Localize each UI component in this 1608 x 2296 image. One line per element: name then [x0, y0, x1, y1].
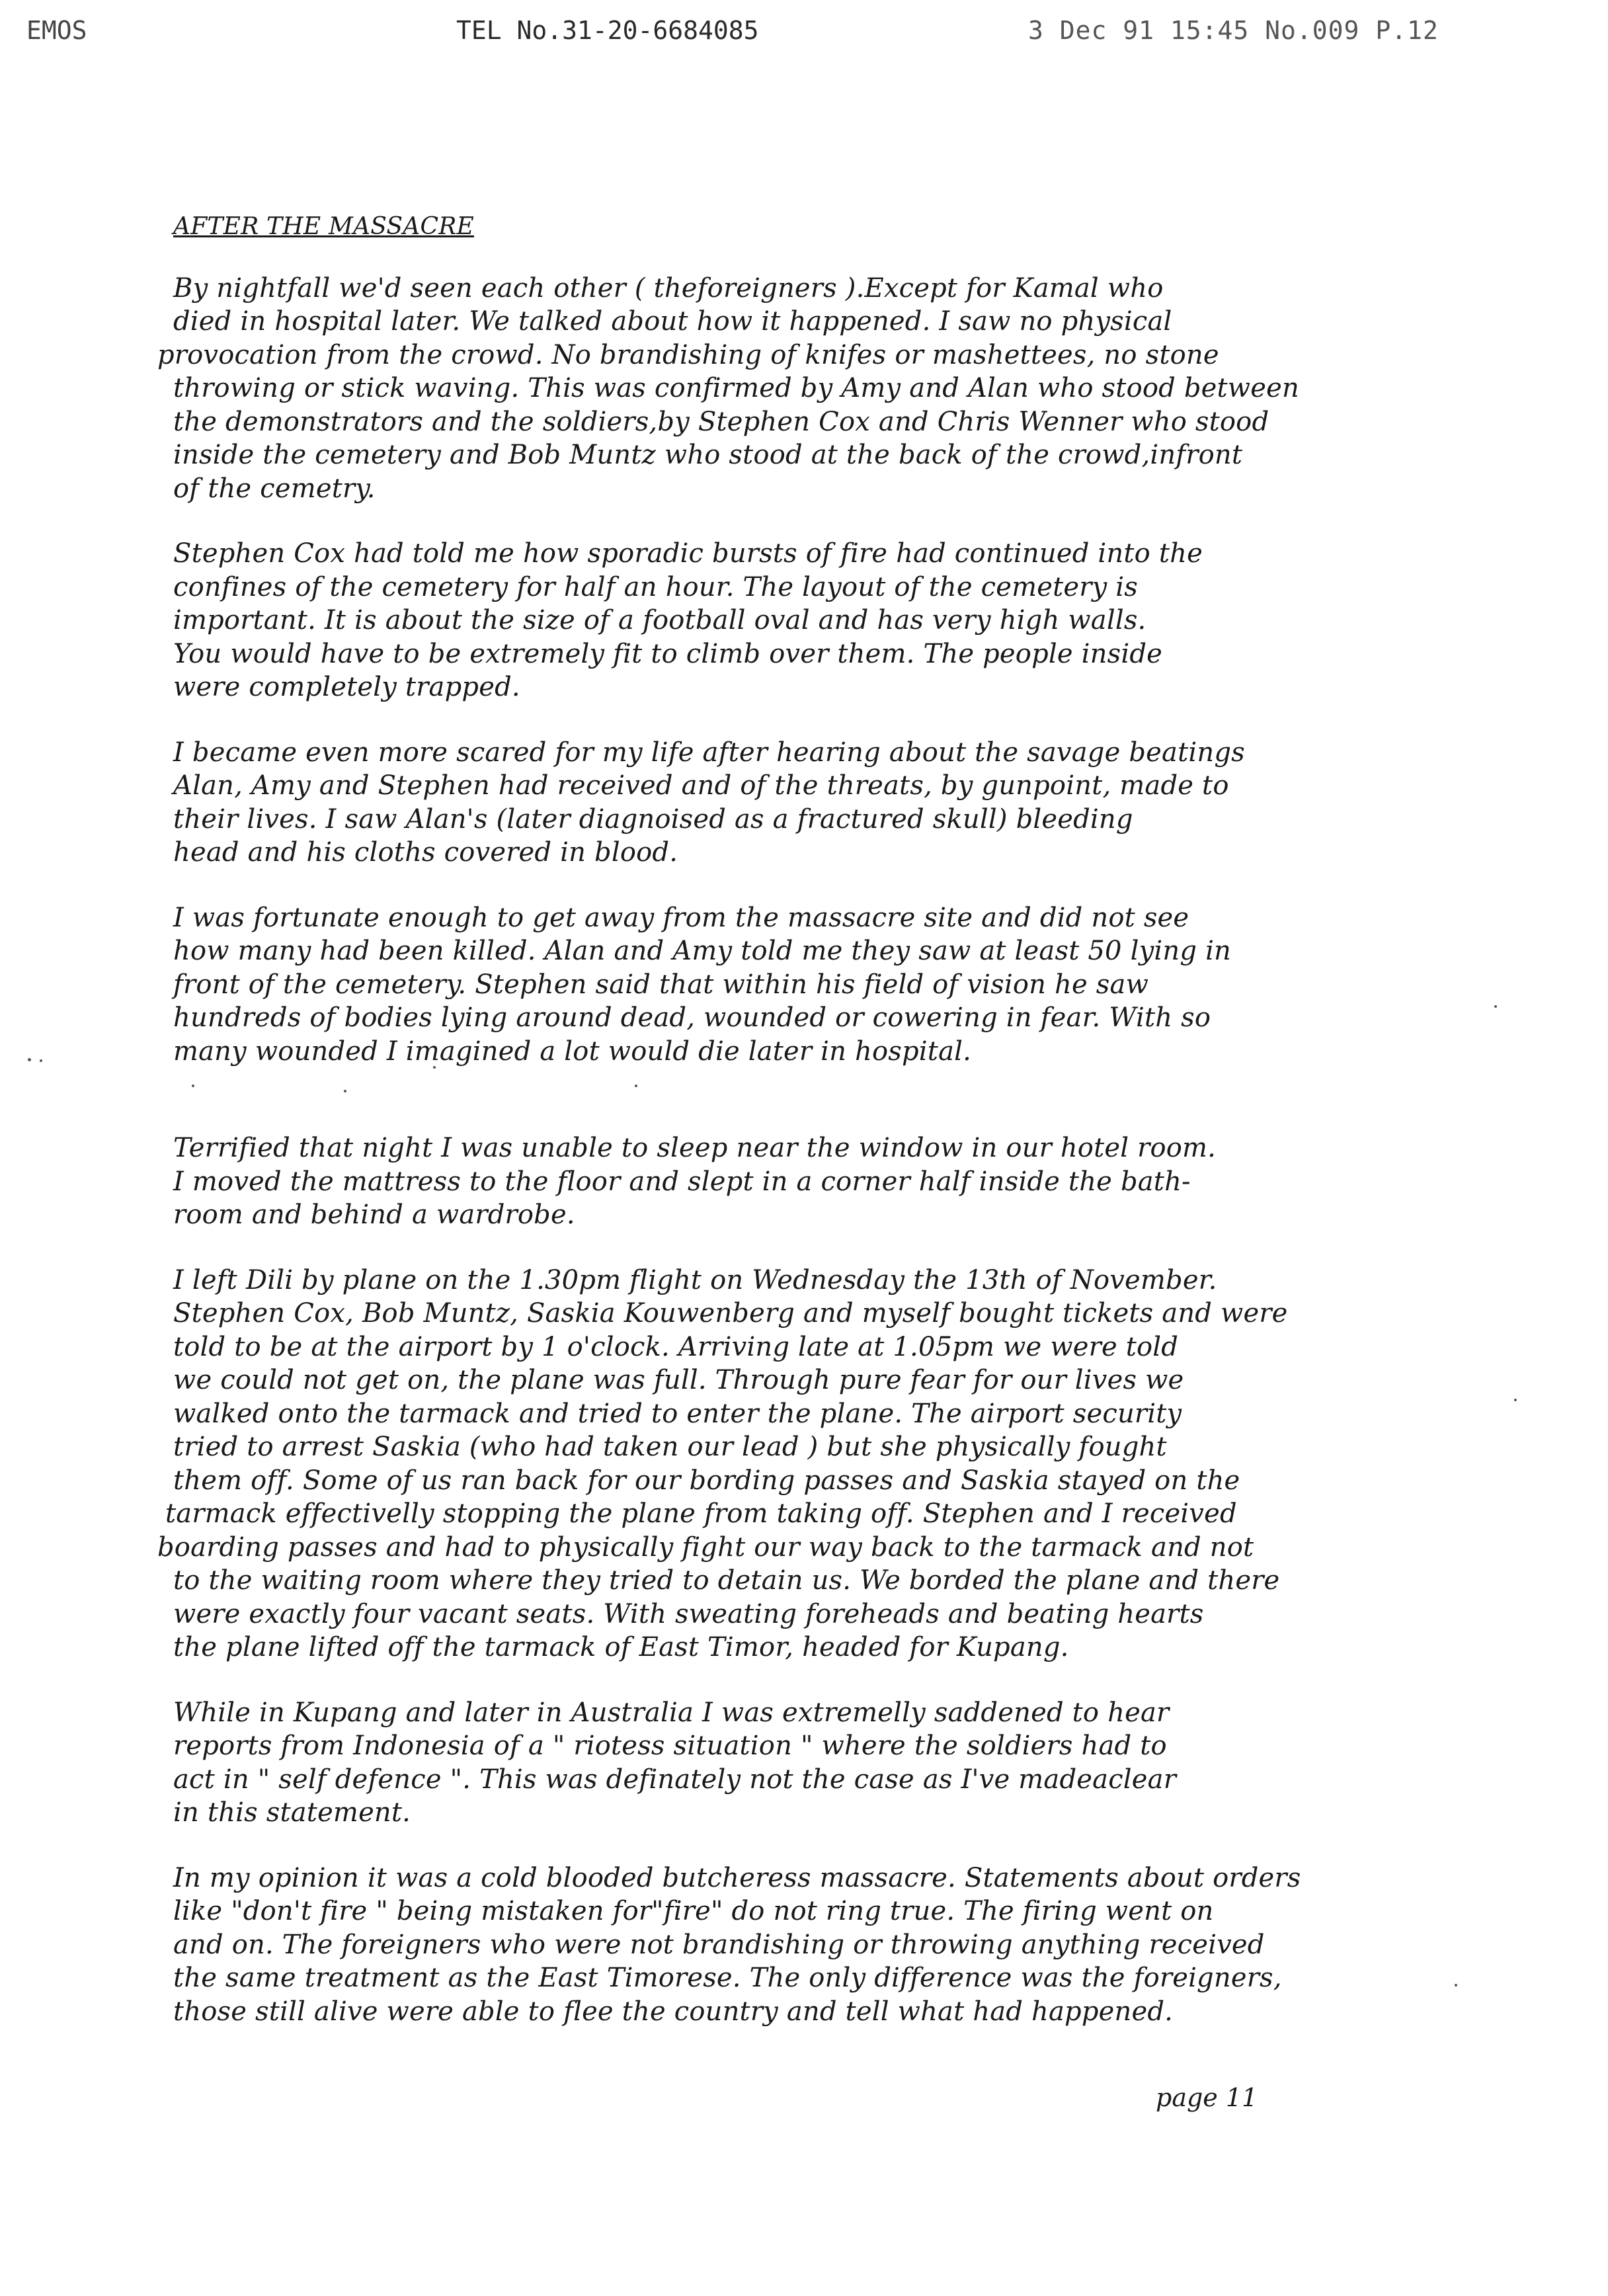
text-line: front of the cemetery. Stephen said that within his field of vision he saw	[173, 969, 1149, 1000]
paragraph	[157, 272, 1519, 506]
text-line: Terrified that night I was unable to sleep near the window in our hotel room.	[173, 1133, 1217, 1163]
text-line: By nightfall we'd seen each other ( theforeigners ).Except for Kamal who	[173, 272, 1164, 304]
text-line: While in Kupang and later in Australia I was extremelly saddened to hear	[173, 1697, 1170, 1728]
text-line: important. It is about the size of a football oval and has very high walls.	[173, 605, 1146, 636]
text-line: and on. The foreigners who were not brandishing or throwing anything received	[173, 1929, 1265, 1960]
fax-telephone-number: TEL No.31-20-6684085	[456, 16, 759, 45]
paragraph	[173, 736, 1519, 870]
text-line: Alan, Amy and Stephen had received and of the threats, by gunpoint, made to	[173, 770, 1229, 801]
text-line: I moved the mattress to the floor and slept in a corner half inside the bath-	[173, 1166, 1191, 1197]
text-line: act in " self defence ". This was definately not the case as I've madeaclear	[173, 1764, 1177, 1795]
text-line: tarmack effectivelly stopping the plane from taking off. Stephen and I received	[165, 1498, 1237, 1529]
scan-speck	[192, 1085, 194, 1087]
scan-speck	[344, 1090, 346, 1092]
text-line: died in hospital later. We talked about how it happened. I saw no physical	[173, 306, 1172, 337]
text-line: the same treatment as the East Timorese. The only difference was the foreigners,	[173, 1963, 1282, 1993]
paragraph	[157, 1264, 1519, 1664]
text-line: the plane lifted off the tarmack of East Timor, headed for Kupang.	[173, 1632, 1069, 1662]
text-line: told to be at the airport by 1 o'clock. Arriving late at 1.05pm we were told	[173, 1331, 1179, 1362]
fax-timestamp: 3 Dec 91 15:45 No.009 P.12	[1028, 16, 1439, 45]
scan-speck	[1455, 1984, 1457, 1987]
text-line: Stephen Cox had told me how sporadic bursts of fire had continued into the	[173, 538, 1203, 569]
text-line: the demonstrators and the soldiers,by Stephen Cox and Chris Wenner who stood	[173, 406, 1269, 437]
text-line: them off. Some of us ran back for our bording passes and Saskia stayed on the	[173, 1465, 1240, 1496]
fax-sender: EMOS	[26, 16, 87, 45]
document-body	[157, 210, 1519, 2060]
text-line: I became even more scared for my life after hearing about the savage beatings	[173, 737, 1245, 768]
text-line: many wounded I imagined a lot would die later in hospital.	[173, 1036, 972, 1067]
fax-header	[0, 9, 1608, 62]
text-line: inside the cemetery and Bob Muntz who stood at the back of the crowd,infront	[173, 440, 1243, 470]
paragraph	[173, 537, 1519, 704]
paragraph	[173, 901, 1519, 1069]
text-line: those still alive were able to flee the country and tell what had happened.	[173, 1996, 1174, 2027]
text-line: their lives. I saw Alan's (later diagnoised as a fractured skull) bleeding	[173, 803, 1133, 835]
paragraph	[173, 1696, 1519, 1830]
text-line: were completely trapped.	[173, 672, 520, 702]
scan-speck	[28, 1058, 31, 1061]
text-line: we could not get on, the plane was full. Through pure fear for our lives we	[173, 1365, 1184, 1395]
scan-speck	[40, 1059, 42, 1062]
text-line: how many had been killed. Alan and Amy told me they saw at least 50 lying in	[173, 936, 1232, 966]
scan-speck	[1514, 1399, 1517, 1401]
text-line: in this statement.	[173, 1797, 411, 1828]
text-line: head and his cloths covered in blood.	[173, 837, 678, 868]
text-line: I was fortunate enough to get away from the massacre site and did not see	[173, 902, 1189, 933]
text-line: to the waiting room where they tried to detain us. We borded the plane and there	[173, 1565, 1280, 1596]
text-line: I left Dili by plane on the 1.30pm flight on Wednesday the 13th of November.	[173, 1264, 1217, 1295]
paragraph	[173, 1131, 1519, 1232]
text-line: You would have to be extremely fit to climb over them. The people inside	[173, 638, 1163, 669]
text-line: room and behind a wardrobe.	[173, 1200, 575, 1230]
text-line: provocation from the crowd. No brandishing of knifes or mashettees, no stone	[157, 339, 1219, 370]
text-line: of the cemetry.	[173, 473, 376, 504]
text-line: were exactly four vacant seats. With sweating foreheads and beating hearts	[173, 1598, 1204, 1629]
text-line: Stephen Cox, Bob Muntz, Saskia Kouwenberg and myself bought tickets and were	[173, 1298, 1288, 1329]
text-line: throwing or stick waving. This was confirmed by Amy and Alan who stood between	[173, 373, 1299, 403]
page-number: page 11	[1156, 2083, 1258, 2112]
text-line: like "don't fire " being mistaken for"fire" do not ring true. The firing went on	[173, 1896, 1214, 1926]
text-line: reports from Indonesia of a " riotess situation " where the soldiers had to	[173, 1731, 1167, 1761]
scan-speck	[433, 1066, 436, 1069]
document-title: AFTER THE MASSACRE	[173, 213, 475, 240]
paragraph	[173, 1862, 1519, 2029]
text-line: In my opinion it was a cold blooded butcheress massacre. Statements about orders	[173, 1862, 1301, 1893]
text-line: confines of the cemetery for half an hour. The layout of the cemetery is	[173, 571, 1139, 602]
text-line: walked onto the tarmack and tried to enter the plane. The airport security	[173, 1398, 1182, 1429]
text-line: boarding passes and had to physically fight our way back to the tarmack and not	[157, 1532, 1254, 1563]
scan-speck	[635, 1085, 637, 1087]
text-line: hundreds of bodies lying around dead, wounded or cowering in fear. With so	[173, 1003, 1211, 1033]
text-line: tried to arrest Saskia (who had taken our lead ) but she physically fought	[173, 1432, 1167, 1462]
scan-speck	[1494, 1005, 1497, 1008]
